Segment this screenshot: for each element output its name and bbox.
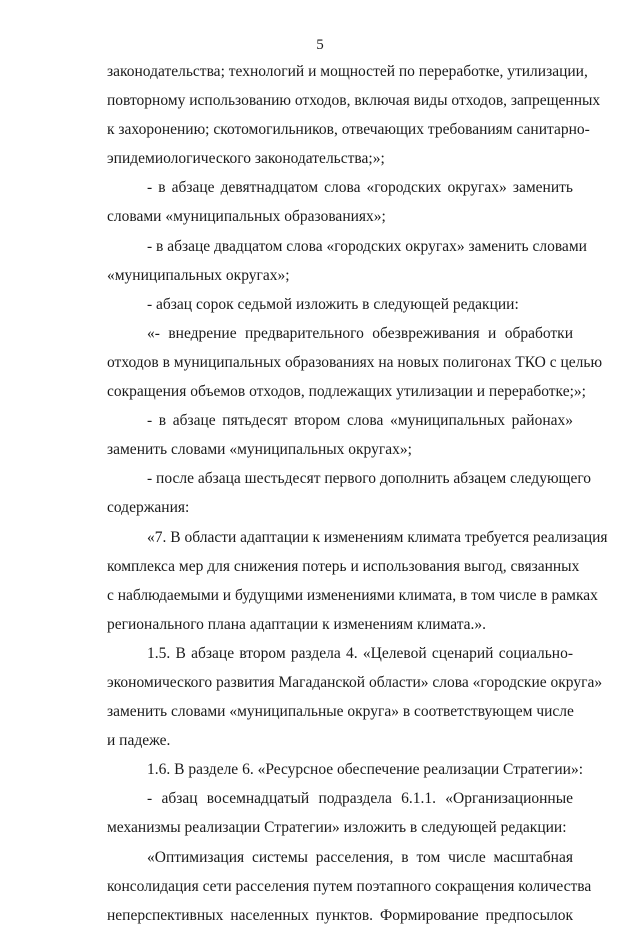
paragraph-section-1-5	[107, 639, 603, 755]
text-line: содержания:	[107, 499, 190, 517]
text-line: комплекса мер для снижения потерь и использования выгод, связанных	[107, 557, 580, 575]
text-line: отходов в муниципальных образованиях на новых полигонах ТКО с целью	[107, 353, 603, 371]
text-line: - абзац восемнадцатый подраздела 6.1.1. «Организационные	[147, 790, 573, 808]
text-line: консолидация сети расселения путем поэтапного сокращения количества	[107, 877, 592, 895]
paragraph-amend-61	[107, 464, 592, 522]
page-number: 5	[316, 37, 324, 53]
text-line: - после абзаца шестьдесят первого дополнить абзацем следующего	[147, 470, 592, 488]
paragraph-amend-47	[107, 290, 573, 319]
text-line: законодательства; технологий и мощностей по переработке, утилизации,	[107, 63, 588, 80]
text-line: заменить словами «муниципальных округах»;	[107, 441, 412, 459]
text-line: «Оптимизация системы расселения, в том числе масштабная	[147, 848, 573, 866]
document-body	[107, 57, 608, 930]
text-line: - в абзаце пятьдесят втором слова «муниципальных районах»	[147, 412, 573, 430]
paragraph-amend-19	[107, 173, 573, 231]
text-line: неперспективных населенных пунктов. Формирование предпосылок	[107, 906, 573, 924]
paragraph-quote-optimization	[107, 843, 592, 930]
paragraph-amend-20	[107, 232, 587, 290]
paragraph-climate-adaptation	[107, 523, 608, 639]
text-line: «- внедрение предварительного обезвреживания и обработки	[147, 324, 573, 342]
text-line: - абзац сорок седьмой изложить в следующей редакции:	[147, 295, 519, 313]
text-line: эпидемиологического законодательства;»;	[107, 150, 385, 168]
paragraph-continuation-waste-law	[107, 57, 601, 173]
text-line: к захоронению; скотомогильников, отвечающих требованиям санитарно-	[107, 121, 590, 139]
text-line: 1.5. В абзаце втором раздела 4. «Целевой сценарий социально-	[147, 644, 573, 662]
text-line: - в абзаце двадцатом слова «городских округах» заменить словами	[147, 237, 587, 255]
text-line: словами «муниципальных образованиях»;	[107, 208, 386, 226]
text-line: «7. В области адаптации к изменениям климата требуется реализация	[147, 528, 608, 546]
text-line: регионального плана адаптации к изменениям климата.».	[107, 615, 487, 633]
paragraph-amend-6-1-1	[107, 784, 573, 842]
paragraph-amend-52	[107, 406, 573, 464]
text-line: 1.6. В разделе 6. «Ресурсное обеспечение реализации Стратегии»:	[147, 761, 584, 779]
paragraph-section-1-6	[107, 755, 584, 784]
text-line: с наблюдаемыми и будущими изменениями климата, в том числе в рамках	[107, 586, 598, 604]
text-line: заменить словами «муниципальные округа» в соответствующем числе	[107, 703, 574, 721]
text-line: и падеже.	[107, 732, 171, 750]
text-line: сокращения объемов отходов, подлежащих утилизации и переработке;»;	[107, 383, 586, 401]
text-line: повторному использованию отходов, включая виды отходов, запрещенных	[107, 92, 601, 110]
text-line: «муниципальных округах»;	[107, 266, 290, 284]
text-line: экономического развития Магаданской области» слова «городские округа»	[107, 673, 603, 691]
text-line: механизмы реализации Стратегии» изложить в следующей редакции:	[107, 819, 567, 837]
paragraph-quote-47	[107, 319, 603, 406]
text-line: - в абзаце девятнадцатом слова «городских округах» заменить	[147, 179, 573, 197]
